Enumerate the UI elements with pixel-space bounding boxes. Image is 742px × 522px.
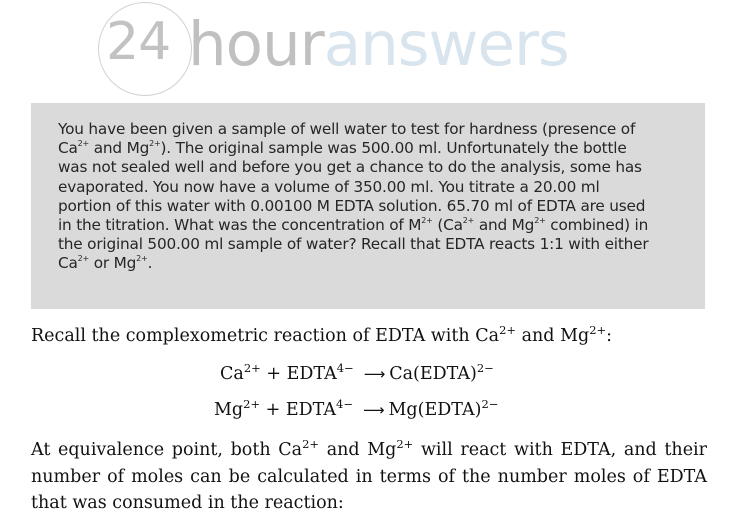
q-text: in the titration. What was the concentration of M	[58, 216, 422, 235]
q-mg: or Mg	[89, 254, 137, 273]
q-charge: 2+	[77, 254, 90, 264]
question-line-3: was not sealed well and before you get a chance to do the analysis, some has	[58, 158, 642, 177]
eq-charge: 4−	[336, 397, 353, 412]
reaction-arrow-icon: ⟶	[363, 365, 386, 383]
charge-sup: 2+	[396, 437, 414, 452]
question-text	[58, 120, 685, 274]
question-line-7: the original 500.00 ml sample of water? Recall that EDTA reacts 1:1 with either	[58, 235, 649, 254]
eq-species: + EDTA	[260, 400, 337, 420]
intro-text: :	[606, 326, 613, 346]
equation-magnesium	[214, 398, 498, 422]
logo-number: 24	[106, 12, 171, 72]
eq-species: + EDTA	[260, 364, 337, 384]
para-text: At equivalence point, both Ca	[31, 440, 303, 460]
q-text: combined) in	[545, 216, 649, 235]
eq-charge: 2+	[243, 361, 261, 376]
eq-charge: 4−	[336, 361, 354, 376]
eq-product: Mg(EDTA)	[388, 400, 482, 420]
question-line-8	[58, 254, 685, 273]
eq-charge: 2−	[481, 397, 499, 412]
eq-species: Ca	[220, 364, 244, 384]
logo-word-answers: answers	[323, 9, 569, 80]
eq-species: Mg	[214, 400, 244, 420]
q-charge: 2+	[77, 139, 90, 149]
question-line-4: evaporated. You now have a volume of 350.00 ml. You titrate a 20.00 ml	[58, 177, 600, 196]
question-line-2	[58, 139, 685, 158]
equation-calcium	[220, 362, 494, 386]
q-ca: Ca	[58, 254, 78, 273]
equivalence-paragraph	[31, 437, 707, 517]
question-line-1: You have been given a sample of well water to test for hardness (presence of	[58, 120, 636, 138]
q-text: .	[147, 254, 153, 273]
q-charge: 2+	[136, 254, 148, 264]
q-charge: 2+	[462, 215, 475, 225]
charge-sup: 2+	[302, 437, 320, 452]
reaction-arrow-icon: ⟶	[362, 401, 385, 419]
question-image	[31, 103, 705, 309]
question-line-6	[58, 216, 685, 235]
intro-text: and Mg	[516, 326, 590, 346]
q-ca: Ca	[58, 139, 78, 158]
charge-sup: 2+	[589, 323, 607, 338]
charge-sup: 2+	[499, 323, 517, 338]
logo-word-hour: hour	[188, 9, 324, 80]
q-mg: and Mg	[89, 139, 150, 158]
eq-charge: 2+	[243, 397, 261, 412]
q-text: ). The original sample was 500.00 ml. Unfortunately the bottle	[160, 139, 627, 158]
answer-intro	[31, 324, 612, 348]
q-charge: 2+	[421, 215, 433, 225]
q-charge: 2+	[534, 215, 546, 225]
question-line-5: portion of this water with 0.00100 M EDTA solution. 65.70 ml of EDTA are used	[58, 196, 646, 215]
intro-text: Recall the complexometric reaction of EDTA with Ca	[31, 326, 500, 346]
q-charge: 2+	[149, 139, 161, 149]
para-text: will react with EDTA, and their number of moles can be calculated in terms of the number moles of EDTA that was consumed in the reaction:	[31, 440, 708, 513]
eq-product: Ca(EDTA)	[389, 364, 477, 384]
eq-charge: 2−	[476, 361, 494, 376]
logo-wordmark	[188, 10, 569, 80]
site-logo	[98, 2, 618, 100]
para-text: and Mg	[319, 440, 397, 460]
q-ca: (Ca	[432, 216, 463, 235]
q-mg: and Mg	[474, 216, 535, 235]
